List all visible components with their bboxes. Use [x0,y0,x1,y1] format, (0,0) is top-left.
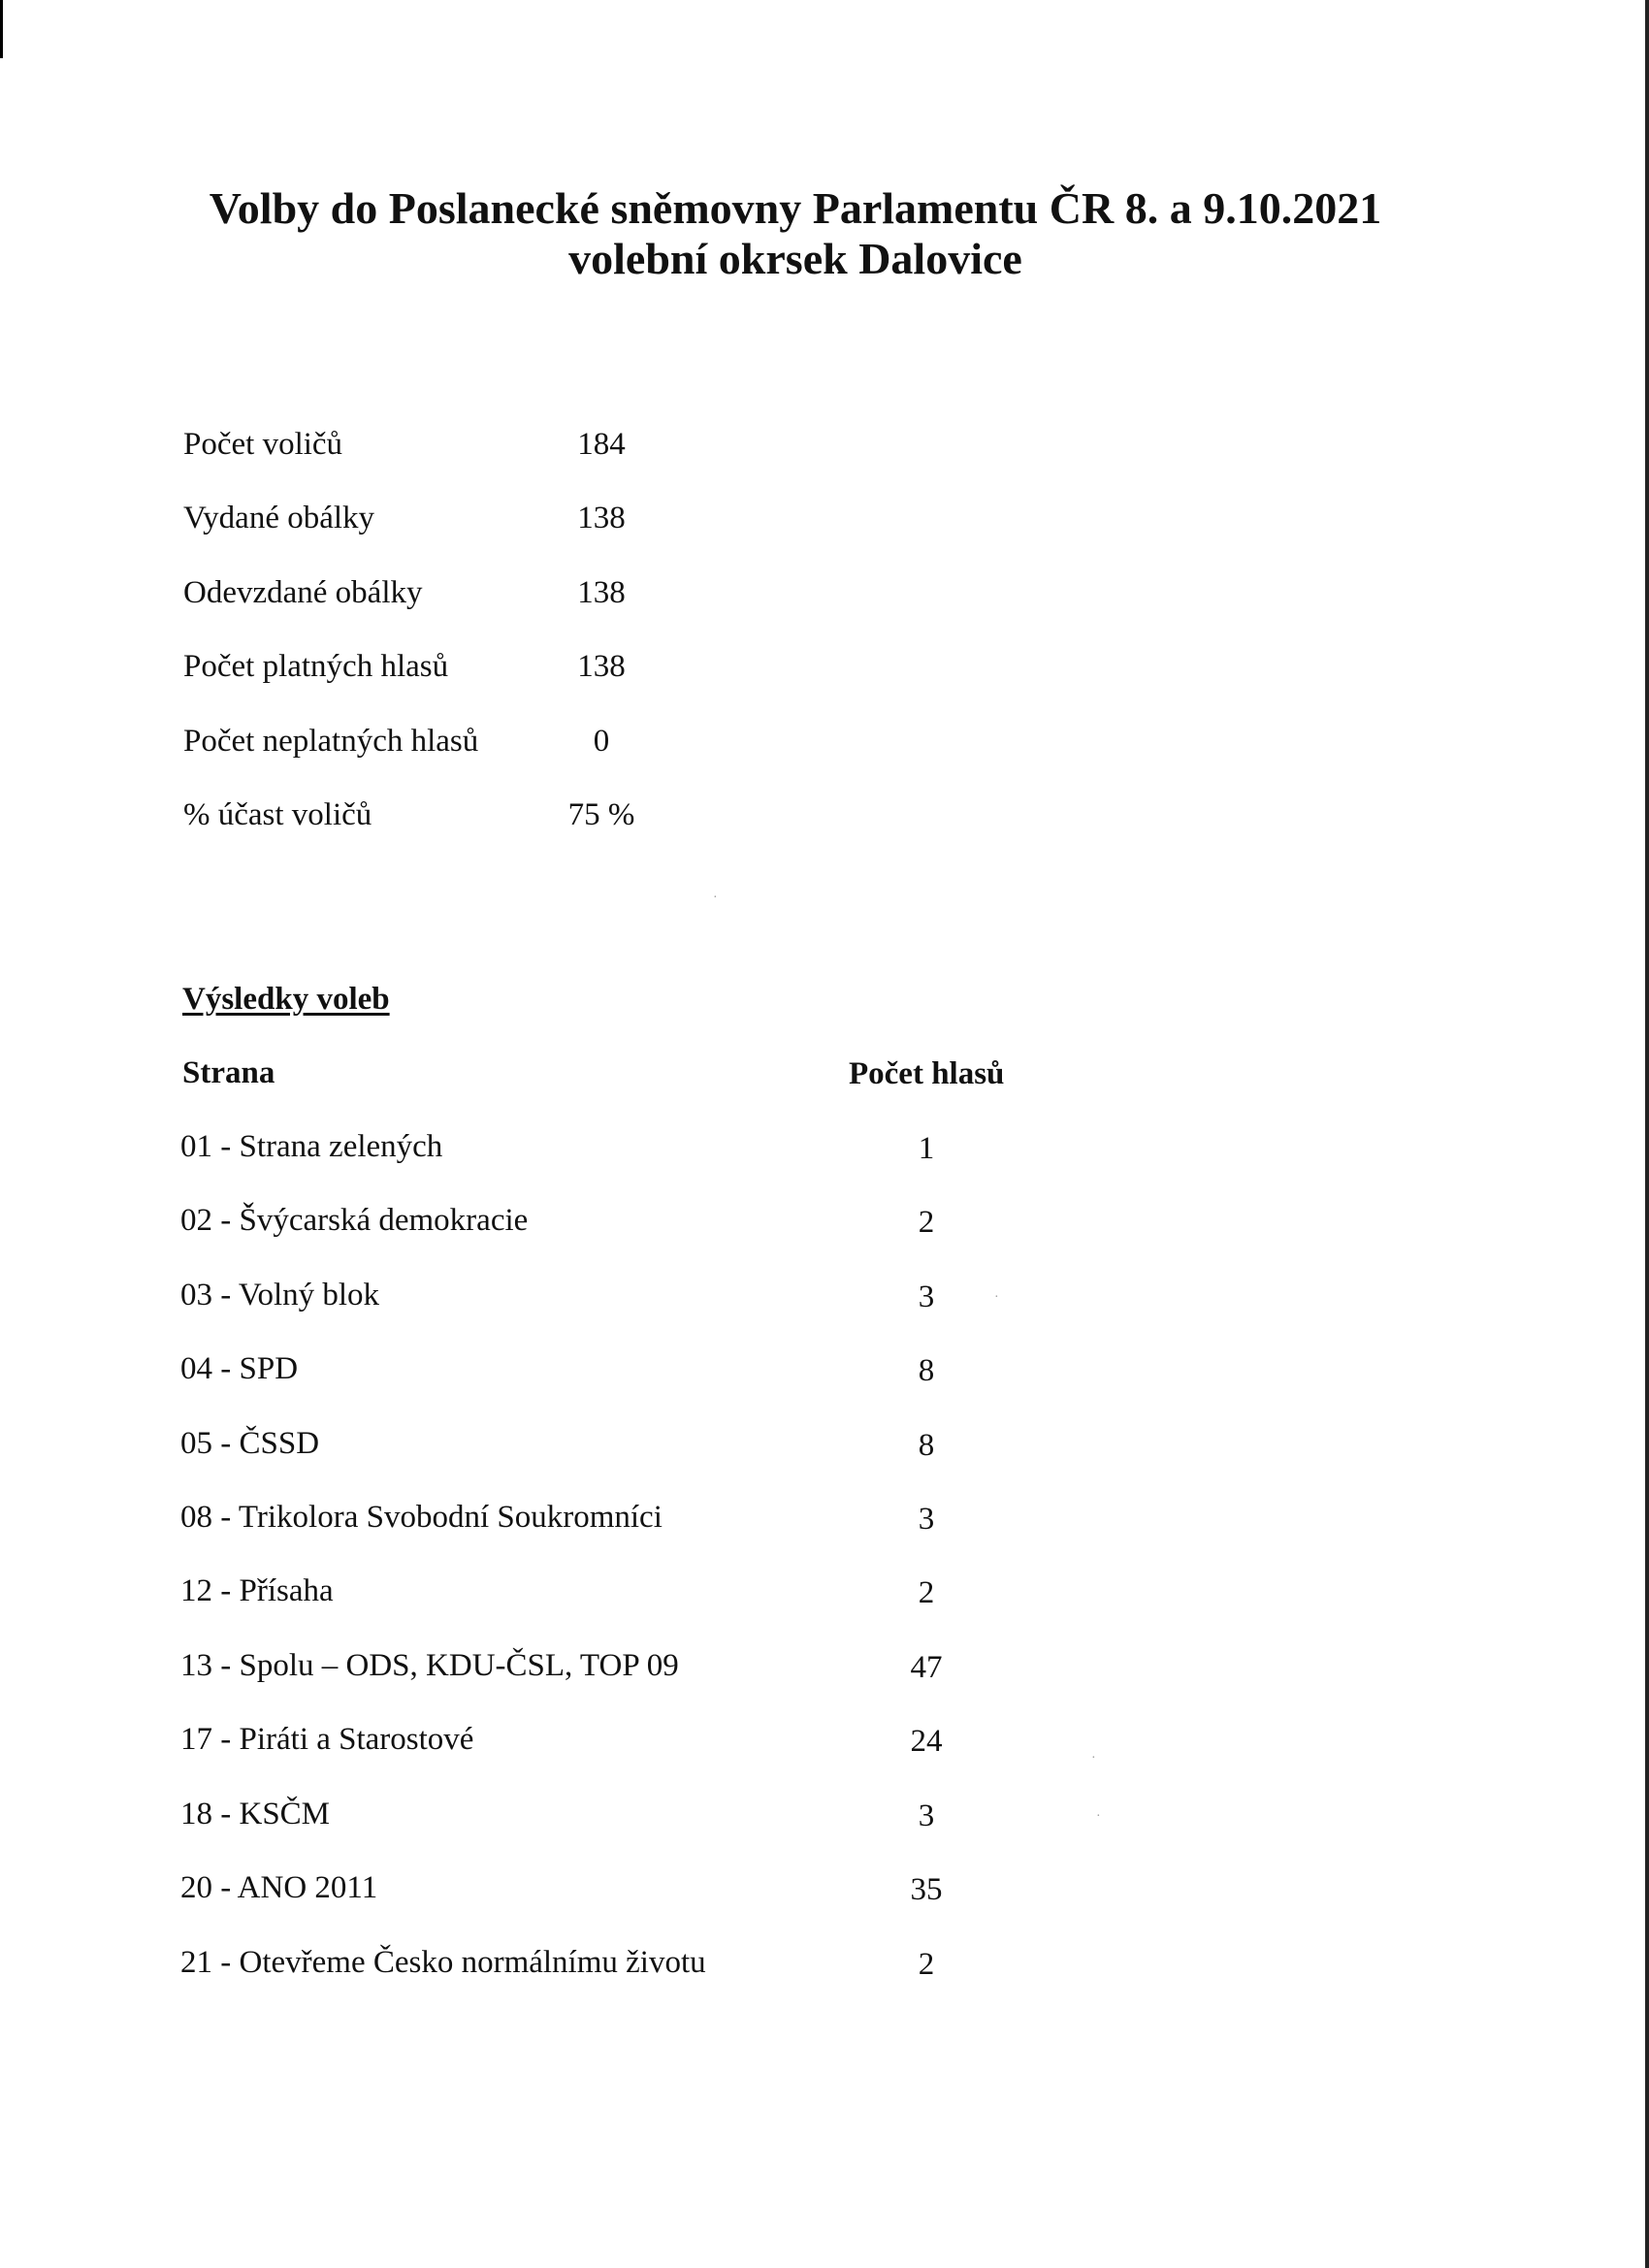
stat-value-valid-votes: 138 [577,649,626,684]
party-votes-21: 2 [918,1947,935,1982]
party-votes-05: 8 [918,1428,935,1463]
party-column-header: Strana [182,1055,275,1090]
results-title: Výsledky voleb [182,982,390,1017]
party-row-05: 05 - ČSSD [180,1426,320,1461]
stat-value-returned-envelopes: 138 [577,575,626,610]
party-votes-01: 1 [918,1131,935,1166]
stat-label-invalid-votes: Počet neplatných hlasů [183,724,479,759]
stat-label-issued-envelopes: Vydané obálky [183,501,375,535]
stat-value-turnout: 75 % [567,797,635,832]
stat-value-issued-envelopes: 138 [577,501,626,535]
party-row-13: 13 - Spolu – ODS, KDU-ČSL, TOP 09 [180,1648,679,1683]
party-row-04: 04 - SPD [180,1351,299,1386]
party-votes-02: 2 [918,1205,935,1240]
stat-label-returned-envelopes: Odevzdané obálky [183,575,423,610]
party-row-17: 17 - Piráti a Starostové [180,1722,474,1757]
votes-column-header: Počet hlasů [849,1056,1005,1091]
stat-label-voters: Počet voličů [183,427,343,462]
document-subtitle: volební okrsek Dalovice [568,234,1022,283]
scan-speck: · [994,1290,999,1305]
party-row-18: 18 - KSČM [180,1797,331,1831]
party-row-21: 21 - Otevřeme Česko normálnímu životu [180,1945,706,1980]
party-row-02: 02 - Švýcarská demokracie [180,1203,529,1238]
party-votes-18: 3 [918,1798,935,1833]
party-row-12: 12 - Přísaha [180,1573,334,1608]
party-votes-08: 3 [918,1502,935,1537]
stat-label-valid-votes: Počet platných hlasů [183,649,449,684]
document-title: Volby do Poslanecké sněmovny Parlamentu ČR 8. a 9.10.2021 [209,183,1382,233]
party-votes-20: 35 [910,1872,943,1907]
party-votes-13: 47 [910,1650,943,1685]
scan-edge-right [1645,0,1649,2268]
scan-speck: · [1091,1751,1096,1766]
stat-value-invalid-votes: 0 [593,724,610,759]
party-votes-12: 2 [918,1575,935,1610]
party-row-01: 01 - Strana zelených [180,1129,443,1164]
stat-label-turnout: % účast voličů [183,797,372,832]
scan-speck: · [713,891,718,905]
party-votes-03: 3 [918,1280,935,1314]
scan-speck: · [1096,1809,1101,1824]
party-row-03: 03 - Volný blok [180,1278,380,1312]
party-votes-17: 24 [910,1724,943,1759]
party-row-08: 08 - Trikolora Svobodní Soukromníci [180,1500,663,1535]
scan-edge-left [0,0,3,58]
party-row-20: 20 - ANO 2011 [180,1870,378,1905]
stat-value-voters: 184 [577,427,626,462]
party-votes-04: 8 [918,1353,935,1388]
